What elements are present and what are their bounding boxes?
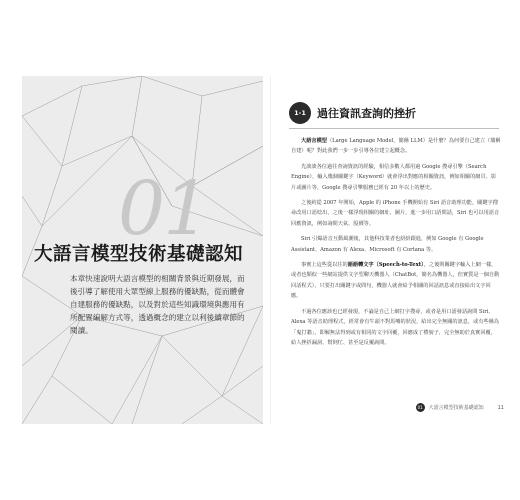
chapter-intro-text: 本章快速說明大語言模型的相關背景與近期發展，而後引導了解使用大眾型線上服務的優缺點，從而體會自建服務的優缺點，以及對於這些知識環境與應用有所配置編解方式等，透過概念的建立以利後續章節的閱讀。 — [70, 274, 245, 335]
paragraph: 先談談各位過往查詢資訊的經驗，相信多數人都用過 Google 搜尋引擎（Search Engine），輸入幾個關鍵字（Keyword）就會浮出對應的相關資訊，例如相關的網頁、影片或圖片等，Google 搜尋引擎服務已經有 20 年以上的歷史。 — [291, 163, 497, 191]
paragraph: 不過各位應該也已經發現，不論是自己上網打字搜尋，或者是用口語發話詢問 Siri、Alexa 等語音助理程式，經常會有牛頭不對馬嘴的狀況，給出完全無關的訊息，或有些稱為「鬼打牆」，即解無法得到或有相同的文字回覆，回應成了禮貌子，完全無助於真實回覆，給人挫折漏洞、幫倒忙、甚至是反覆詢問。 — [291, 308, 500, 346]
paragraph: 大語言模型（Large Language Model，簡稱 LLM）是什麼？為何要自己建立（簡稱自建）呢？對此我們一步一步引導各位建立起概念。 — [291, 138, 501, 155]
paragraph: Siri 引爆語音互動風潮後，其他科技業者也紛紛跟進，例如 Google 有 Google Assistant、Amazon 有 Alexa、Microsoft 有 Cortana 等。 — [291, 236, 484, 253]
paragraph: 之後約從 2007 年開始，Apple 的 iPhone 手機開始有 Siri 語音助理功能，關鍵字搜尋改用口語唸出，之後一樣浮現相關的網址、圖片，進一步用口語問話，Siri 也可以用語音回應資訊，例如詢問天氣、股價等。 — [291, 200, 500, 227]
footer-chapter-badge: 01 — [417, 405, 423, 410]
footer-chapter-title: 大語言模型技術基礎認知 — [428, 405, 484, 411]
section-body — [291, 136, 501, 353]
section-divider — [289, 128, 499, 129]
left-page — [22, 76, 263, 424]
chapter-number: 01 — [118, 166, 209, 252]
page-footer — [416, 403, 504, 412]
section-header — [289, 102, 416, 124]
section-number-badge: 1-1 — [289, 102, 311, 124]
section-title: 過往資訊查詢的挫折 — [317, 107, 416, 120]
chapter-title: 大語言模型技術基礎認知 — [33, 244, 243, 265]
right-page — [270, 76, 512, 424]
paragraph: 事實上這些從以往的語語轉文字（Speech-to-Text），之後則關鍵字輸入上網一樣，或者也類似一些網站提供文字型聊天機器人（ChatBot，簡名為機器人，但實質是一個自動回話程式），只要打出關鍵字或問句，機器人就會給予相關的回話訊息或直接給出文字回應。 — [291, 262, 500, 300]
page-number: 11 — [497, 404, 504, 411]
chapter-intro — [70, 272, 246, 337]
